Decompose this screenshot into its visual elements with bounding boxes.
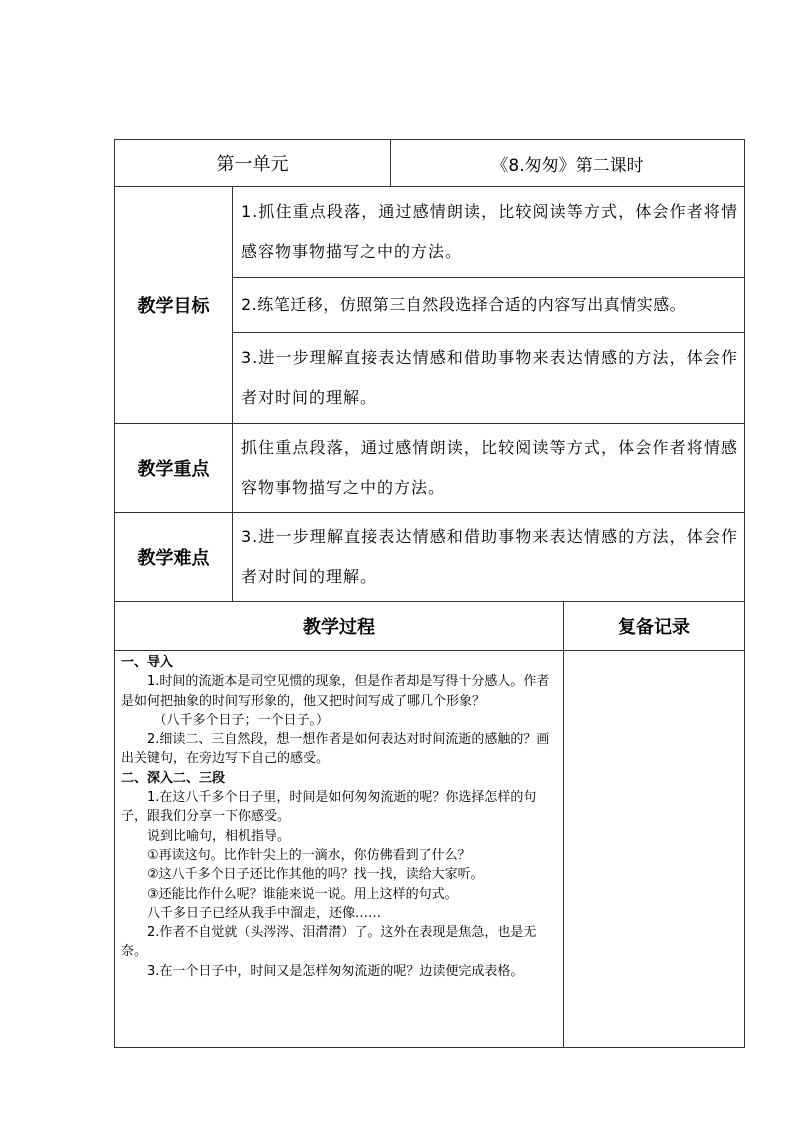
- goal-item-1: 1.抓住重点段落，通过感情朗读，比较阅读等方式，体会作者将情感容物事物描写之中的方法。: [233, 187, 745, 278]
- goals-label: 教学目标: [115, 187, 233, 424]
- header-row: [115, 140, 745, 187]
- process-line: （八千多个日子；一个日子。）: [153, 712, 330, 728]
- difficulty-label: 教学难点: [115, 513, 233, 602]
- lesson-plan-table: [114, 139, 745, 1048]
- process-line: 2.作者不自觉就（头涔涔、泪潸潸）了。这外在表现是焦急，也是无奈。: [121, 925, 537, 960]
- process-content: [115, 651, 564, 1048]
- notes-cell[interactable]: [564, 651, 745, 1048]
- process-line: 1.在这八千多个日子里，时间是如何匆匆流逝的呢？你选择怎样的句子，跟我们分享一下你感受。: [121, 790, 537, 825]
- unit-title: 第一单元: [115, 140, 391, 187]
- focus-text: 抓住重点段落，通过感情朗读，比较阅读等方式，体会作者将情感容物事物描写之中的方法。: [233, 424, 745, 513]
- focus-row: [115, 424, 745, 513]
- process-line: ③还能比作什么呢？谁能来说一说。用上这样的句式。: [147, 886, 458, 902]
- goal-row-1: [115, 187, 745, 278]
- focus-label: 教学重点: [115, 424, 233, 513]
- process-line: 八千多日子已经从我手中溜走，还像……: [147, 905, 382, 921]
- difficulty-row: [115, 513, 745, 602]
- process-line: 说到比喻句，相机指导。: [147, 828, 291, 844]
- process-line: 2.细读二、三自然段，想一想作者是如何表达对时间流逝的感触的？画出关键句，在旁边写下自己的感受。: [121, 732, 550, 767]
- process-header-row: [115, 602, 745, 651]
- process-line: 1.时间的流逝本是司空见惯的现象，但是作者却是写得十分感人。作者是如何把抽象的时间写形象的，他又把时间写成了哪几个形象？: [121, 674, 550, 709]
- notes-header: 复备记录: [564, 602, 745, 651]
- process-line: ②这八千多个日子还比作其他的吗？找一找，读给大家听。: [147, 867, 484, 883]
- process-line: 二、深入二、三段: [121, 770, 226, 786]
- difficulty-text: 3.进一步理解直接表达情感和借助事物来表达情感的方法，体会作者对时间的理解。: [233, 513, 745, 602]
- process-line: ①再读这句。比作针尖上的一滴水，你仿佛看到了什么？: [147, 847, 471, 863]
- goal-item-2: 2.练笔迁移，仿照第三自然段选择合适的内容写出真情实感。: [233, 278, 745, 333]
- process-line: 3.在一个日子中，时间又是怎样匆匆流逝的呢？边读便完成表格。: [147, 963, 524, 979]
- process-line: 一、导入: [121, 655, 174, 670]
- process-body-row: [115, 651, 745, 1048]
- process-header: 教学过程: [115, 602, 564, 651]
- lesson-title: 《8.匆匆》第二课时: [391, 140, 745, 187]
- goal-item-3: 3.进一步理解直接表达情感和借助事物来表达情感的方法，体会作者对时间的理解。: [233, 333, 745, 424]
